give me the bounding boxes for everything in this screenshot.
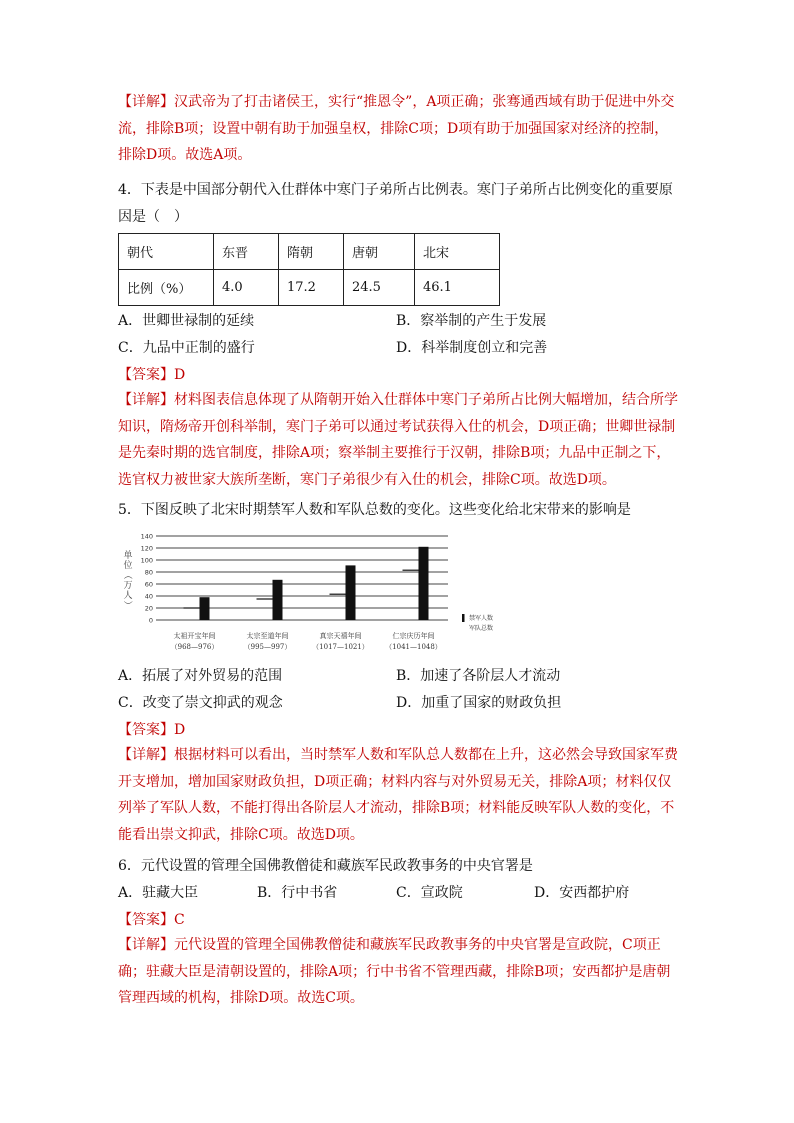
bar-total bbox=[346, 565, 356, 620]
explanation-tag: 【详解】 bbox=[118, 747, 174, 763]
q4-stem: 4．下表是中国部分朝代入仕群体中寒门子弟所占比例表。寒门子弟所占比例变化的重要原因是（ ） bbox=[118, 182, 673, 225]
table-cell: 17.2 bbox=[279, 270, 344, 306]
y-axis-label-char: 人 bbox=[123, 591, 133, 601]
table-cell: 朝代 bbox=[119, 234, 214, 270]
table-cell: 唐朝 bbox=[344, 234, 415, 270]
explanation-text: 根据材料可以看出，当时禁军人数和军队总人数都在上升，这必然会导致国家军费开支增加，增加国家财政负担，D项正确；材料内容与对外贸易无关，排除A项；材料仅仅列举了军队人数，不能打得出各阶层人才流动，排除B项；材料能反映军队人数的变化，不能看出崇文抑武，排除C项。故选D项。 bbox=[118, 747, 678, 843]
table-cell: 北宋 bbox=[415, 234, 500, 270]
x-tick-label: 仁宗庆历年间 bbox=[392, 632, 435, 640]
legend-label: 军队总数 bbox=[469, 625, 494, 632]
x-tick-year: （1041—1048） bbox=[385, 643, 442, 651]
bar-total bbox=[419, 547, 429, 620]
table-cell: 比例（%） bbox=[119, 270, 214, 306]
q4-option-b: B．察举制的产生于发展 bbox=[396, 313, 547, 329]
explanation-tag: 【详解】 bbox=[118, 94, 174, 110]
chart-y-label bbox=[122, 549, 133, 610]
y-tick-label: 140 bbox=[140, 532, 153, 541]
x-tick-label: 太祖开宝年间 bbox=[173, 632, 216, 640]
q5-option-b: B．加速了各阶层人才流动 bbox=[396, 668, 561, 684]
y-tick-label: 60 bbox=[144, 580, 153, 589]
q5-explanation bbox=[118, 742, 680, 848]
q4-explanation bbox=[118, 387, 680, 493]
y-tick-label: 0 bbox=[148, 616, 153, 625]
q6-answer: 【答案】C bbox=[118, 912, 185, 928]
q5-option-d: D．加重了国家的财政负担 bbox=[396, 695, 562, 711]
explanation-text: 汉武帝为了打击诸侯王，实行“推恩令”，A项正确；张骞通西域有助于促进中外交流，排除B项；设置中朝有助于加强皇权，排除C项；D项有助于加强国家对经济的控制，排除D项。故选A项。 bbox=[118, 94, 675, 163]
x-tick-label: 太宗至道年间 bbox=[246, 632, 289, 640]
chart-x-labels bbox=[171, 631, 442, 651]
q5-option-c: C．改变了崇文抑武的观念 bbox=[118, 695, 283, 711]
q6-option-d: D．安西都护府 bbox=[534, 885, 630, 901]
x-tick-label: 真宗天禧年间 bbox=[319, 632, 362, 640]
x-tick-year: （968—976） bbox=[170, 643, 219, 651]
q6-stem: 6．元代设置的管理全国佛教僧徒和藏族军民政教事务的中央官署是 bbox=[118, 858, 533, 874]
y-axis-label-char: 位 bbox=[123, 561, 133, 571]
q4-option-c: C．九品中正制的盛行 bbox=[118, 340, 255, 356]
legend-label: 禁军人数 bbox=[469, 615, 494, 622]
q5-bar-chart bbox=[116, 532, 526, 662]
chart-bars bbox=[184, 547, 429, 620]
y-tick-label: 20 bbox=[144, 604, 153, 613]
q6-explanation bbox=[118, 932, 680, 1012]
chart-legend bbox=[462, 614, 493, 632]
q6-option-a: A．驻藏大臣 bbox=[118, 885, 199, 901]
table-cell: 隋朝 bbox=[279, 234, 344, 270]
table-row bbox=[119, 234, 500, 270]
explanation-tag: 【详解】 bbox=[118, 392, 174, 408]
y-tick-label: 120 bbox=[140, 544, 153, 553]
bar-total bbox=[200, 597, 210, 620]
table-cell: 24.5 bbox=[344, 270, 415, 306]
explanation-tag: 【详解】 bbox=[118, 937, 174, 953]
q4-answer: 【答案】D bbox=[118, 367, 186, 383]
q6-option-b: B．行中书省 bbox=[257, 885, 338, 901]
y-tick-label: 80 bbox=[144, 568, 153, 577]
q5-option-a: A．拓展了对外贸易的范围 bbox=[118, 668, 283, 684]
table-cell: 4.0 bbox=[214, 270, 279, 306]
prev-explanation bbox=[118, 89, 680, 169]
q4-option-a: A．世卿世禄制的延续 bbox=[118, 313, 255, 329]
chart-y-ticks bbox=[141, 533, 153, 625]
y-axis-label-char: 单 bbox=[123, 551, 133, 561]
y-tick-label: 100 bbox=[140, 556, 153, 565]
x-tick-year: （1017—1021） bbox=[312, 643, 369, 651]
table-cell: 东晋 bbox=[214, 234, 279, 270]
y-axis-label-char: 万 bbox=[123, 581, 133, 591]
explanation-text: 材料图表信息体现了从隋朝开始入仕群体中寒门子弟所占比例大幅增加，结合所学知识，隋炀帝开创科举制，寒门子弟可以通过考试获得入仕的机会，D项正确；世卿世禄制是先秦时期的选官制度，排除A项；察举制主要推行于汉朝，排除B项；九品中正制之下，选官权力被世家大族所垄断，寒门子弟很少有入仕的机会，排除C项。故选D项。 bbox=[118, 392, 678, 488]
explanation-text: 元代设置的管理全国佛教僧徒和藏族军民政教事务的中央官署是宣政院，C项正确；驻藏大臣是清朝设置的，排除A项；行中书省不管理西藏，排除B项；安西都护是唐朝管理西域的机构，排除D项。故选C项。 bbox=[118, 937, 671, 1006]
q5-stem: 5．下图反映了北宋时期禁军人数和军队总数的变化。这些变化给北宋带来的影响是 bbox=[118, 502, 631, 518]
table-cell: 46.1 bbox=[415, 270, 500, 306]
table-row bbox=[119, 270, 500, 306]
legend-swatch bbox=[462, 614, 465, 622]
q5-answer: 【答案】D bbox=[118, 722, 186, 738]
y-axis-label-char: （ bbox=[122, 570, 132, 580]
y-tick-label: 40 bbox=[144, 592, 153, 601]
q6-option-c: C．宣政院 bbox=[396, 885, 463, 901]
bar-total bbox=[273, 580, 283, 620]
x-tick-year: （995—997） bbox=[243, 643, 292, 651]
q4-option-d: D．科举制度创立和完善 bbox=[396, 340, 548, 356]
y-axis-label-char: ） bbox=[122, 600, 132, 610]
q4-table bbox=[118, 233, 500, 306]
